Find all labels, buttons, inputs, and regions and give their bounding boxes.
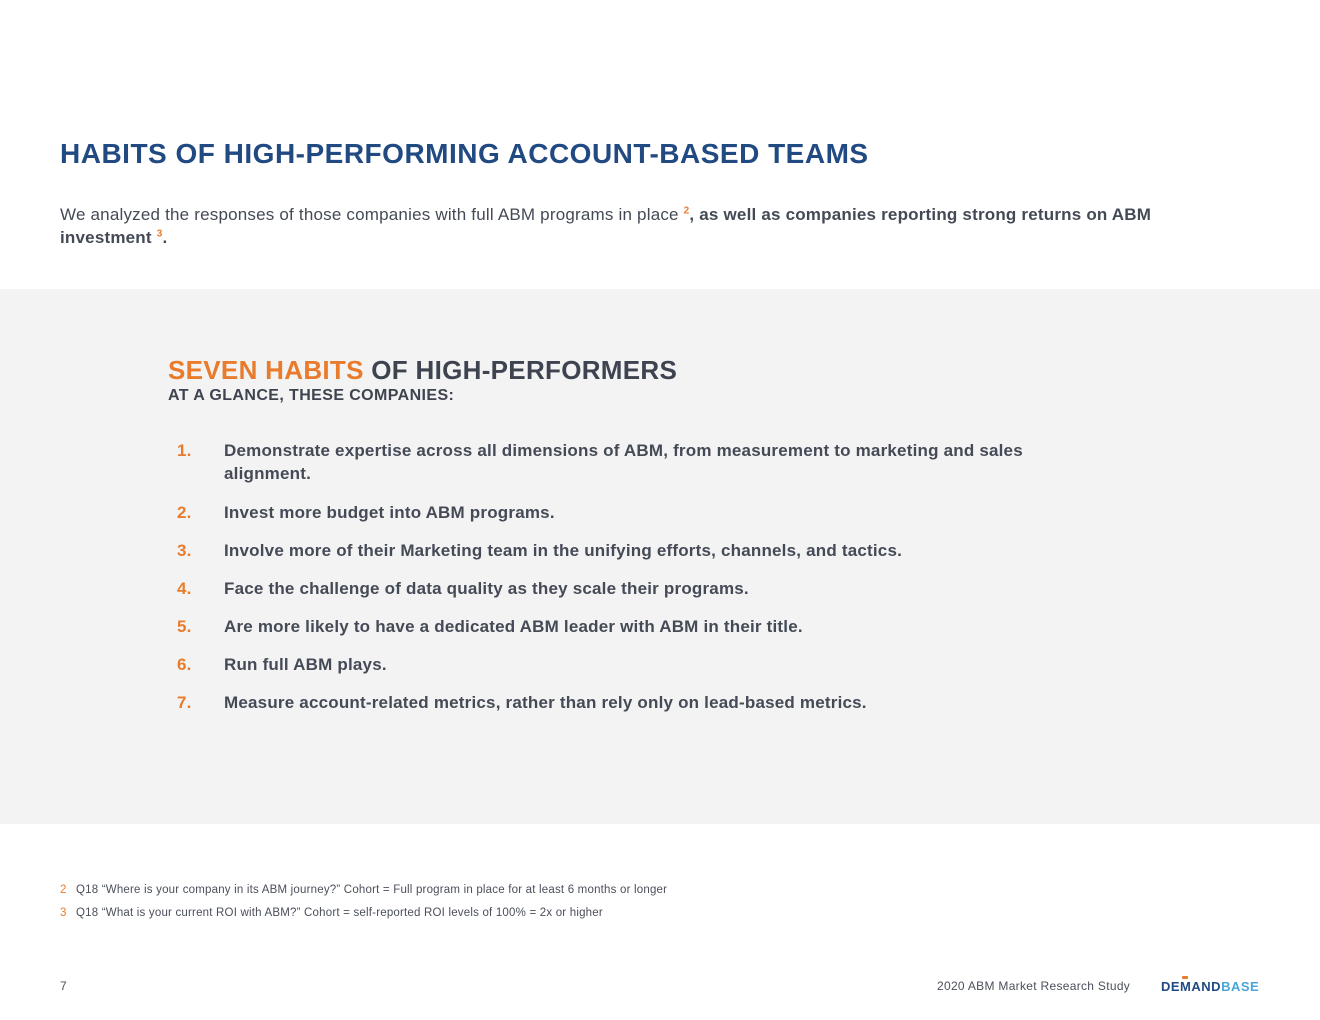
footnote-reference-3[interactable]: 3 xyxy=(156,228,163,240)
footnotes xyxy=(60,879,667,925)
habit-number: 3. xyxy=(177,541,192,560)
habit-item xyxy=(168,653,1068,676)
page-number: 7 xyxy=(60,979,67,993)
panel-title-accent: SEVEN HABITS xyxy=(168,355,364,385)
habit-number: 7. xyxy=(177,693,192,712)
intro-text-part2: , as well as companies reporting strong returns on ABM investment xyxy=(60,205,1152,247)
habit-number: 1. xyxy=(177,441,192,460)
logo-base: BASE xyxy=(1221,979,1260,994)
footnote-number: 2 xyxy=(60,884,67,896)
habit-item xyxy=(168,577,1068,600)
study-name: 2020 ABM Market Research Study xyxy=(937,979,1131,993)
habit-text: Face the challenge of data quality as they scale their programs. xyxy=(224,579,749,598)
footnote-number: 3 xyxy=(60,907,67,919)
footnote-3 xyxy=(60,902,667,925)
habits-panel xyxy=(0,289,1320,824)
habit-text: Involve more of their Marketing team in the unifying efforts, channels, and tactics. xyxy=(224,541,903,560)
habit-item xyxy=(168,439,1068,485)
footnote-text: Q18 “What is your current ROI with ABM?” Cohort = self-reported ROI levels of 100% = 2x or higher xyxy=(76,907,603,919)
habit-number: 4. xyxy=(177,579,192,598)
panel-title-rest: OF HIGH-PERFORMERS xyxy=(363,355,678,385)
habit-text: Demonstrate expertise across all dimensions of ABM, from measurement to marketing and sales alignment. xyxy=(224,441,1023,483)
habit-item xyxy=(168,615,1068,638)
logo-demand: DEMAND xyxy=(1161,979,1222,994)
intro-text-part1: We analyzed the responses of those companies with full ABM programs in place xyxy=(60,205,679,224)
habit-item xyxy=(168,691,1068,714)
habit-text: Run full ABM plays. xyxy=(224,655,387,674)
habit-list xyxy=(168,439,1068,714)
intro-paragraph xyxy=(60,203,1200,249)
footnote-2 xyxy=(60,879,667,902)
footnote-text: Q18 “Where is your company in its ABM journey?” Cohort = Full program in place for at least 6 months or longer xyxy=(76,884,668,896)
footnote-reference-2[interactable]: 2 xyxy=(683,205,690,217)
demandbase-logo xyxy=(1161,977,1261,997)
habit-text: Invest more budget into ABM programs. xyxy=(224,503,555,522)
panel-title xyxy=(168,355,677,386)
habit-number: 6. xyxy=(177,655,192,674)
habit-item xyxy=(168,539,1068,562)
habit-item xyxy=(168,501,1068,524)
panel-subtitle: AT A GLANCE, THESE COMPANIES: xyxy=(168,387,455,404)
page-title: HABITS OF HIGH-PERFORMING ACCOUNT-BASED TEAMS xyxy=(60,138,869,169)
habit-text: Measure account-related metrics, rather than rely only on lead-based metrics. xyxy=(224,693,867,712)
habit-number: 5. xyxy=(177,617,192,636)
intro-text-end: . xyxy=(162,228,168,247)
habit-number: 2. xyxy=(177,503,192,522)
habit-text: Are more likely to have a dedicated ABM leader with ABM in their title. xyxy=(224,617,803,636)
logo-wordmark xyxy=(1161,979,1259,994)
